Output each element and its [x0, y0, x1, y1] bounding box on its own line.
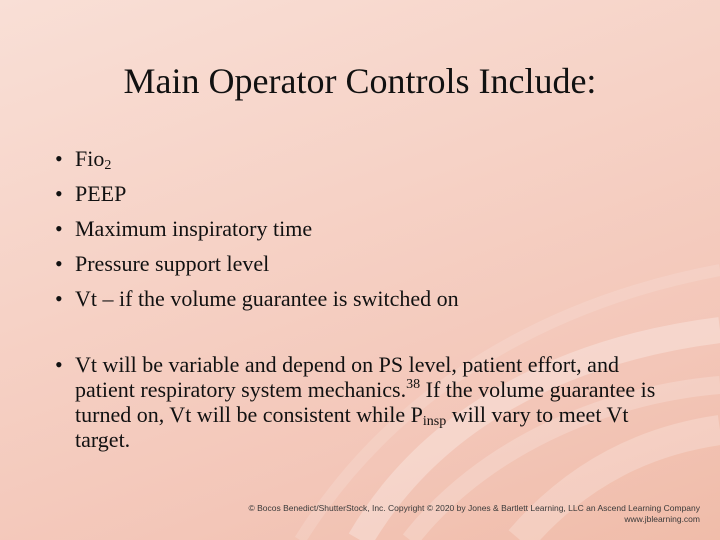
- bullet-icon: •: [55, 352, 63, 377]
- list-item: [55, 144, 459, 179]
- slide-title: Main Operator Controls Include:: [123, 61, 597, 101]
- control-text: Fio: [75, 146, 105, 171]
- list-item: [55, 214, 459, 249]
- bullet-icon: •: [55, 251, 63, 276]
- bullet-icon: •: [55, 146, 63, 171]
- bullet-icon: •: [55, 286, 63, 311]
- control-text: PEEP: [75, 181, 127, 206]
- controls-list: [55, 144, 459, 319]
- paragraph-text-1: Vt will be variable and depend on PS level, patient effort, and patient respiratory system mechanics.: [75, 352, 619, 402]
- bullet-icon: •: [55, 216, 63, 241]
- copyright-line: © Bocos Benedict/ShutterStock, Inc. Copyright © 2020 by Jones & Bartlett Learning, LLC an Ascend Learning Company: [248, 503, 700, 513]
- control-text: Pressure support level: [75, 251, 270, 276]
- control-text: Maximum inspiratory time: [75, 216, 313, 241]
- pinsp-subscript: insp: [422, 414, 447, 429]
- list-item: [55, 249, 459, 284]
- control-subscript: 2: [104, 158, 112, 173]
- paragraph-text-2: If the volume guarantee is turned on, Vt will be consistent while P: [75, 377, 656, 427]
- list-item: [55, 284, 459, 319]
- reference-superscript: 38: [406, 377, 421, 392]
- copyright-footer: [249, 503, 700, 525]
- control-text: Vt – if the volume guarantee is switched on: [75, 286, 459, 311]
- paragraph-text-3: will vary to meet Vt target.: [75, 402, 629, 452]
- list-item: [55, 179, 459, 214]
- explanation-list: [55, 352, 675, 452]
- list-item: [55, 352, 675, 452]
- website-link[interactable]: www.jblearning.com: [624, 514, 700, 524]
- bullet-icon: •: [55, 181, 63, 206]
